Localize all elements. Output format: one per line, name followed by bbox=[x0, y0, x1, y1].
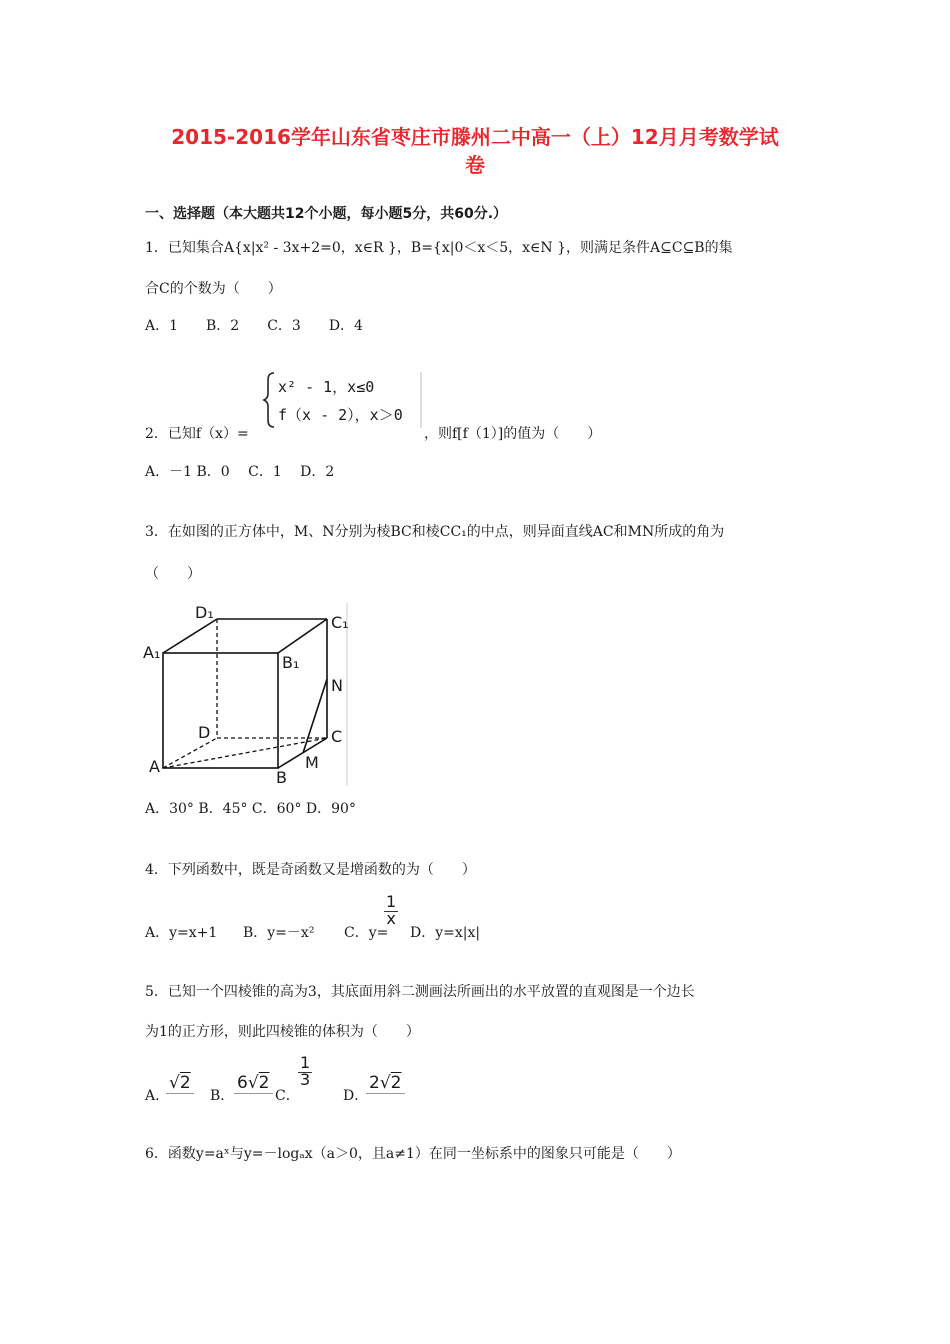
question-5-option-a-value: √2 bbox=[166, 1073, 194, 1094]
question-4-line1: 4．下列函数中，既是奇函数又是增函数的为（ ） bbox=[145, 862, 476, 878]
question-5-option-c-label: C． bbox=[275, 1088, 300, 1104]
question-5-line1: 5．已知一个四棱锥的高为3，其底面用斜二测画法所画出的水平放置的直观图是一个边长 bbox=[145, 984, 695, 1000]
question-5-option-a-label: A． bbox=[145, 1088, 170, 1104]
document-title-line1: 2015-2016学年山东省枣庄市滕州二中高一（上）12月月考数学试 bbox=[171, 125, 779, 149]
fraction-numerator: 1 bbox=[386, 892, 397, 911]
vertex-label-c1: C₁ bbox=[331, 613, 349, 632]
question-5-option-c-fraction bbox=[298, 1054, 312, 1087]
question-2-prefix: 2．已知f（x）= bbox=[145, 426, 249, 442]
question-3-line2: （ ） bbox=[145, 566, 201, 582]
fraction-denominator: x bbox=[386, 909, 396, 928]
question-4-option-d: D．y=x|x| bbox=[410, 925, 481, 941]
piecewise-function-image bbox=[262, 370, 423, 430]
question-1-line2: 合C的个数为（ ） bbox=[145, 281, 282, 297]
point-label-n: N bbox=[331, 676, 343, 695]
vertex-label-a1: A₁ bbox=[143, 643, 161, 662]
question-5-option-b-value: 6√2 bbox=[234, 1073, 273, 1094]
question-2-options: A．－1 B．0 C．1 D．2 bbox=[145, 464, 335, 480]
document-title-line2: 卷 bbox=[465, 153, 485, 177]
question-5-option-b-label: B． bbox=[210, 1088, 235, 1104]
question-5-option-d-label: D． bbox=[343, 1088, 369, 1104]
fraction-denominator: 3 bbox=[300, 1070, 311, 1089]
vertex-label-b: B bbox=[276, 768, 287, 787]
piecewise-case-2: f（x - 2），x＞0 bbox=[278, 406, 403, 424]
question-3-options: A．30° B．45° C．60° D．90° bbox=[145, 801, 356, 817]
vertex-label-d1: D₁ bbox=[195, 603, 214, 622]
question-2-suffix: ，则f[f（1）]的值为（ ） bbox=[424, 426, 602, 442]
section-heading: 一、选择题（本大题共12个小题，每小题5分，共60分.） bbox=[145, 206, 508, 222]
question-4-option-b: B．y=－x² bbox=[243, 925, 315, 941]
point-label-m: M bbox=[305, 753, 319, 772]
cube-figure bbox=[143, 603, 350, 786]
vertex-label-a: A bbox=[149, 757, 160, 776]
question-6-line1: 6．函数y=aˣ与y=－logₐx（a＞0，且a≠1）在同一坐标系中的图象只可能是（ ） bbox=[145, 1146, 681, 1162]
vertex-label-b1: B₁ bbox=[282, 653, 300, 672]
question-4-option-c-fraction bbox=[384, 893, 398, 926]
question-5-option-d-value: 2√2 bbox=[366, 1073, 405, 1094]
question-4-option-a: A．y=x+1 bbox=[145, 925, 218, 941]
question-5-line2: 为1的正方形，则此四棱锥的体积为（ ） bbox=[145, 1024, 420, 1040]
piecewise-case-1: x² - 1，x≤0 bbox=[278, 378, 375, 396]
vertex-label-d: D bbox=[198, 723, 211, 742]
question-1-line1: 1．已知集合A{x|x² - 3x+2=0，x∈R }，B={x|0＜x＜5，x∈N }，则满足条件A⊆C⊆B的集 bbox=[145, 240, 733, 256]
question-1-options: A．1 B．2 C．3 D．4 bbox=[145, 318, 363, 334]
question-3-line1: 3．在如图的正方体中，M、N分别为棱BC和棱CC₁的中点，则异面直线AC和MN所成的角为 bbox=[145, 524, 725, 540]
fraction-numerator: 1 bbox=[300, 1053, 311, 1072]
vertex-label-c: C bbox=[331, 727, 343, 746]
question-4-option-c-prefix: C．y= bbox=[344, 925, 389, 941]
